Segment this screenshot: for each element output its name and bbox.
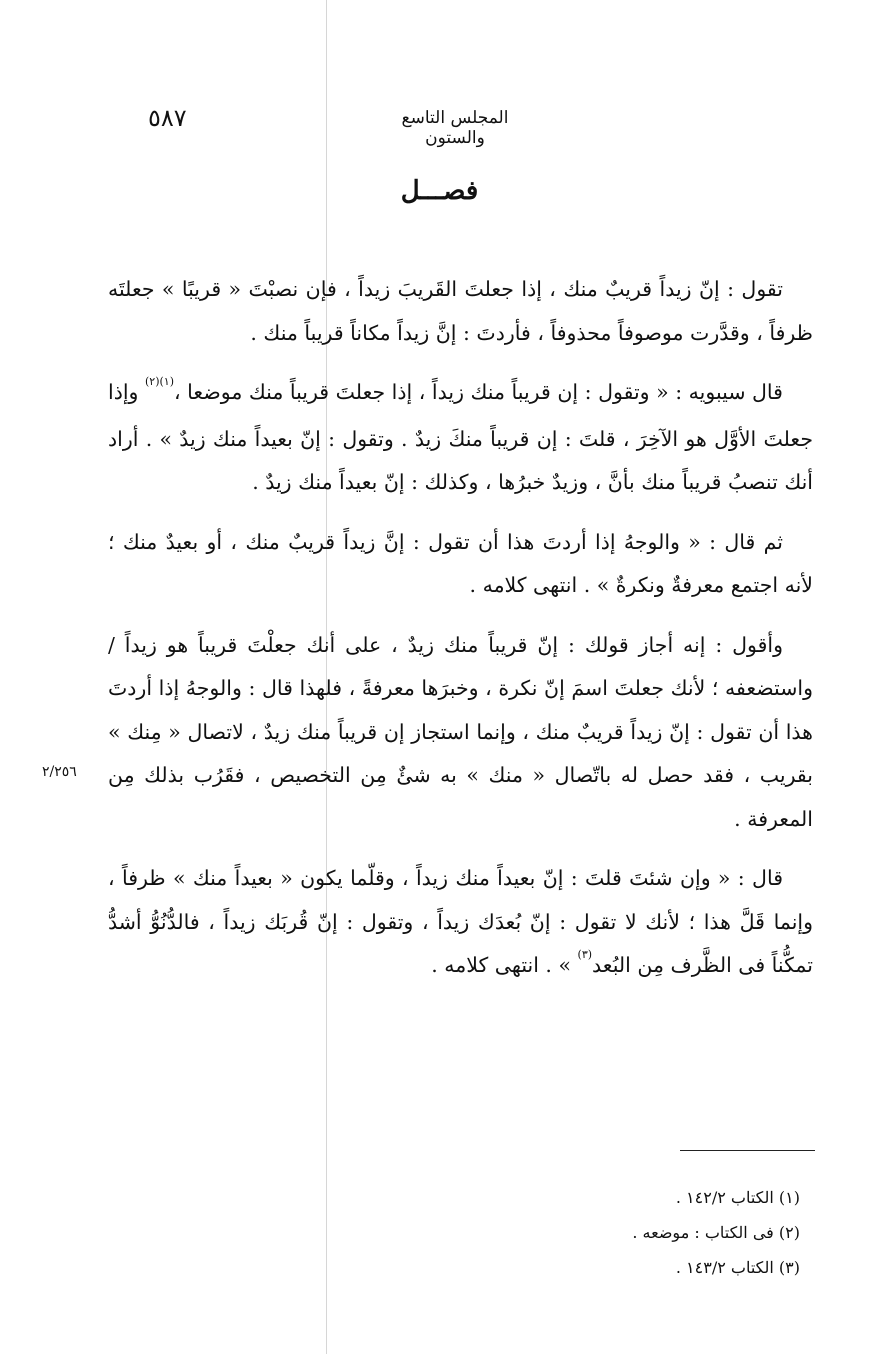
paragraph-1: تقول : إنّ زيداً قريبٌ منك ، إذا جعلتَ القَريبَ زيداً ، فإن نصبْتَ « قريبًا » جعلتَه ظرفاً ، وقدَّرت موصوفاً محذوفاً ، فأردتَ : إنَّ زيداً مكاناً قريباً منك . <box>108 277 813 345</box>
footnote-ref-1: (١) <box>159 375 175 388</box>
paragraph-2-part-2: وإذا جعلتَ الأوَّل هو الآخِرَ ، قلتَ : إن قريباً منكَ زيدٌ . وتقول : إنّ بعيداً منك زيدٌ » . أراد أنك تنصبُ قريباً منك بأنَّ ، وزيدٌ خبرُها ، وكذلك : إنّ بعيداً منك زيدٌ . <box>108 380 813 494</box>
paragraph-4: وأقول : إنه أجاز قولك : إنّ قريباً منك زيدٌ ، على أنك جعلْتَ قريباً هو زيداً / واستضعفه ؛ لأنك جعلتَ اسمَ إنّ نكرة ، وخبرَها معرفةً ، فلهذا قال : والوجهُ إذا أردتَ هذا أن تقول : إنّ زيداً قريبٌ منك ، وإنما استجاز إن قريباً منك زيدٌ ، لاتصال « مِنك » بقريب ، فقد حصل له باتّصال « منك » به شئٌ مِن التخصيص ، فقَرُب بذلك مِن المعرفة . <box>108 632 813 831</box>
paragraph-3: ثم قال : « والوجهُ إذا أردتَ هذا أن تقول : إنَّ زيداً قريبٌ منك ، أو بعيدٌ منك ؛ لأنه اجتمع معرفةٌ ونكرةٌ » . انتهى كلامه . <box>108 529 813 597</box>
page-header <box>0 104 879 148</box>
footnote-3: (٣) الكتاب ١٤٣/٢ . <box>675 1258 800 1277</box>
footnote-1: (١) الكتاب ١٤٢/٢ . <box>675 1188 800 1207</box>
margin-page-reference: ٢/٢٥٦ <box>42 764 77 780</box>
footnote-divider <box>680 1150 815 1151</box>
paragraph-5-part-2: » . انتهى كلامه . <box>431 953 571 977</box>
paragraph-5 <box>108 857 813 991</box>
footnote-ref-2: (٢) <box>144 375 160 388</box>
body-text <box>108 268 813 991</box>
paragraph-2 <box>108 371 813 505</box>
footnotes <box>300 1180 800 1285</box>
footnote-ref-3: (٣) <box>577 948 593 961</box>
running-head: المجلس التاسع والستون <box>401 108 509 148</box>
footnote-2: (٢) فى الكتاب : موضعه . <box>632 1223 800 1242</box>
paragraph-2-part-1: قال سيبويه : « وتقول : إن قريباً منك زيداً ، إذا جعلتَ قريباً منك موضعا ، <box>174 380 783 404</box>
section-heading: فصـــل <box>400 176 479 206</box>
page-number: ٥٨٧ <box>148 104 187 132</box>
paragraph-5-part-1: قال : « وإن شئتَ قلتَ : إنّ بعيداً منك زيداً ، وقلّما يكون « بعيداً منك » ظرفاً ، وإنما قَلَّ هذا ؛ لأنك لا تقول : إنّ بُعدَك زيداً ، وتقول : إنّ قُربَك زيداً ، فالدُّنُوُّ أشدُّ تمكُّناً فى الظَّرف مِن البُعد <box>108 866 813 977</box>
